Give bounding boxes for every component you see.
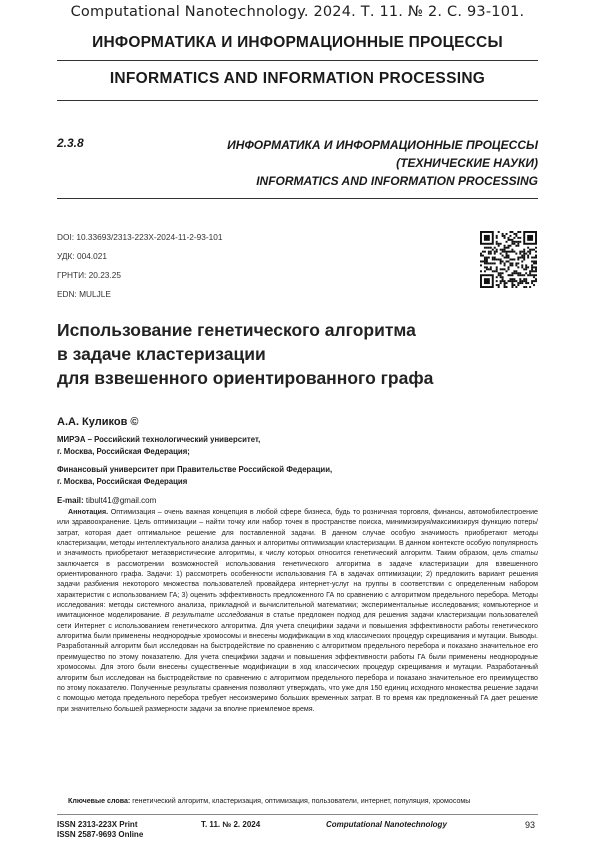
grnti: ГРНТИ: 20.23.25 [57, 270, 121, 280]
footer-divider [57, 814, 538, 815]
divider [57, 198, 538, 199]
issue-info: Т. 11. № 2. 2024 [201, 820, 261, 829]
abstract-emphasis: В результате исследования [164, 611, 264, 620]
abstract-text: заключается в рассмотрении возможностей использования генетического алгоритма в задаче кластеризации для взвешенного ориентированного графа. Задачи: 1) рассмотреть особенности использования ГА в задачах оптимизации; 2) предложить вариант решения задачи разбиения некоторого множества пользователей провайдера интернет-услуг на группы в соответствии с определенным набором характеристик с использованием ГА; 3) оценить эффективность предложенного ГА по сравнению с алгоритмом предельного перебора. Методы исследования: методы системного анализа, прикладной и вычислительной математики; экспериментальные исследования; компьютерное и имитационное моделирование. [57, 559, 538, 620]
issn-online: ISSN 2587-9693 Online [57, 830, 144, 839]
affiliation-line: г. Москва, Российская Федерация [57, 477, 188, 486]
abstract-text: Оптимизация – очень важная концепция в любой сфере бизнеса, будь то розничная торговля, финансы, автомобилестроение или здравоохранение. Цель оптимизации – найти точку или набор точек в пространстве поиска, минимизируя/максимизируя функцию потерь/затрат, которая дает оптимальное решение для поставленной задачи. В данном случае особую значимость приобретают методы кластеризации, методы интеллектуального анализа данных и алгоритмы оптимизации кластеризации. В данном контексте особую популярность и значимость приобретают метаэвристические алгоритмы, к числу которых относится генетический алгоритм. Таким образом, [57, 508, 538, 558]
email-label: E-mail: [57, 496, 84, 505]
specialty-en: INFORMATICS AND INFORMATION PROCESSING [256, 174, 538, 188]
affiliation-line: г. Москва, Российская Федерация; [57, 447, 190, 456]
abstract-paragraph [57, 507, 538, 714]
abstract-text: в статье предложен подход для решения задачи кластеризации пользователей сети Интернет с использованием генетического алгоритма. Для учета специфики задачи и повышения эффективности работы генетического алгоритма были применены неоднородные хромосомы и внесены модификации в ход классических процедур скрещивания и мутации. Выводы. Разработанный алгоритм был исследован на быстродействие по сравнению с алгоритмом предельного перебора и показано значительное его преимущество по этому показателю. Для учета специфики задачи и повышения эффективности работы ГА были применены неоднородные хромосомы. Для этого были внесены существенные модификации в ход классических процедур скрещивания и мутации. Разработанный алгоритм был исследован на быстродействие по сравнению с алгоритмом предельного перебора и показано значительное его преимущество по этому показателю. Полученные результаты сравнения позволяют утверждать, что уже для 150 единиц исходного множества решение задачи с помощью метода предельного перебора требует несоизмеримо больших временных затрат. В то время как предложенный ГА дает решение при значительно большей размерности задачи за вполне приемлемое время. [57, 611, 538, 713]
author: А.А. Куликов © [57, 416, 139, 428]
specialty-ru-line1: ИНФОРМАТИКА И ИНФОРМАЦИОННЫЕ ПРОЦЕССЫ [227, 138, 538, 152]
divider [57, 100, 538, 101]
email-address[interactable]: tibult41@gmail.com [85, 496, 157, 505]
abstract-label: Аннотация. [68, 508, 109, 516]
affiliation [57, 434, 260, 458]
keywords [57, 796, 538, 806]
title-line: для взвешенного ориентированного графа [57, 368, 434, 388]
email [57, 496, 156, 505]
udk: УДК: 004.021 [57, 251, 107, 261]
affiliation-line: Финансовый университет при Правительстве Российской Федерации, [57, 465, 333, 474]
affiliation [57, 464, 332, 488]
running-header: Computational Nanotechnology. 2024. Т. 11. № 2. С. 93-101. [70, 4, 525, 20]
qr-code-icon [480, 231, 537, 288]
keywords-label: Ключевые слова: [68, 797, 131, 805]
divider [57, 60, 538, 61]
article-title [57, 318, 527, 390]
affiliation-line: МИРЭА – Российский технологический университет, [57, 435, 261, 444]
edn: EDN: MULJLE [57, 289, 111, 299]
title-line: Использование генетического алгоритма [57, 320, 416, 340]
specialty-code: 2.3.8 [57, 136, 84, 150]
specialty-ru-line2: (ТЕХНИЧЕСКИЕ НАУКИ) [396, 156, 538, 170]
section-title-en: INFORMATICS AND INFORMATION PROCESSING [109, 70, 486, 87]
issn-print: ISSN 2313-223X Print [57, 820, 138, 829]
keywords-text: генетический алгоритм, кластеризация, оптимизация, пользователи, интернет, популяция, хромосомы [132, 797, 471, 805]
abstract-emphasis: цель статьи [492, 549, 538, 558]
title-line: в задаче кластеризации [57, 344, 266, 364]
abstract [57, 507, 538, 714]
journal-name: Computational Nanotechnology [326, 820, 447, 829]
section-title-ru: ИНФОРМАТИКА И ИНФОРМАЦИОННЫЕ ПРОЦЕССЫ [92, 34, 503, 51]
specialty-block [178, 136, 538, 190]
doi: DOI: 10.33693/2313-223X-2024-11-2-93-101 [57, 232, 223, 242]
page-number: 93 [525, 820, 536, 830]
